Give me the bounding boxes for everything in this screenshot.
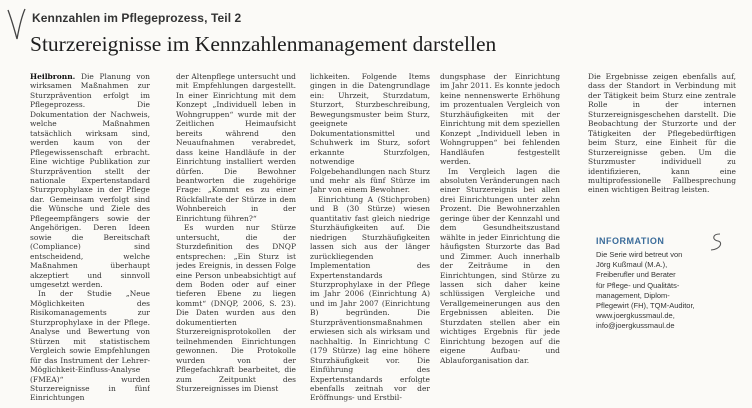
paragraph: Die Ergebnisse zeigen ebenfalls auf, dass der Standort in Verbindung mit der Tätigkeit beim Sturz eine zentrale Rolle in der internen Sturzereignisgeschehen darstellt. Die Beobachtung der Sturzorte und der Tätigkeiten der Pflegebedürftigen beim Sturz, eine Einheit für die Sturzereignisse geben. Um die Sturzmuster individuell zu identifizieren, kann eine multiprofessionelle Fallbesprechung einen wichtigen Beitrag leisten. <box>588 72 736 195</box>
article-title: Sturzereignisse im Kennzahlenmanagement darstellen <box>30 32 497 56</box>
paragraph: Es wurden nur Stürze untersucht, die der Sturzdefinition des DNQP entsprechen: „Ein Sturz ist jedes Ereignis, in dessen Folge eine Person unbeabsichtigt auf dem Boden oder auf einer tieferen Ebene zu liegen kommt“ (DNQP, 2006, S. 23). Die Daten wurden aus den dokumentierten Sturzereignisprotokollen der teilnehmenden Einrichtungen gewonnen. Die Protokolle wurden von der Pflegefachkraft bearbeitet, die zum Zeitpunkt des Sturzereignisses im Dienst <box>176 223 296 393</box>
info-line: Jörg Kußmaul (M.A.), <box>596 260 668 270</box>
paragraph: Die Planung von wirksamen Maßnahmen zur Sturzprävention erfolgt im Pflegeprozess. Die Dokumentation der Nachweis, welche Maßnahmen tatsächlich wirksam sind, werden kaum von der Pflegewissenschaft erbracht. Eine wichtige Publikation zur Sturzprävention stellt der nationale Expertenstandard Sturzprophylaxe in der Pflege dar. Gemeinsam verfolgt sind die Wünsche und Ziele des Pflegeempfängers sowie der Angehörigen. Deren Ideen sowie die Bereitschaft (Compliance) sind entscheidend, welche Maßnahmen überhaupt akzeptiert und sinnvoll umgesetzt werden. <box>30 72 150 289</box>
article-column-5 <box>588 72 736 232</box>
paragraph: Einrichtung A (Stichproben) und B (30 Stürze) wiesen quantitativ fast gleich niedrige Sturzhäufigkeiten auf. Die niedrigen Sturzhäufigkeiten lassen sich aus der länger zurückliegenden Implementation des Expertenstandards Sturzprophylaxe in der Pflege im Jahr 2006 (Einrichtung A) und im Jahr 2007 (Einrichtung B) begründen. Die Sturzpräventionsmaßnahmen erwiesen sich als wirksam und nachhaltig. In Einrichtung C (179 Stürze) lag eine höhere Sturzhäufigkeit vor. Die Einführung des Expertenstandards erfolgte ebenfalls zeitnah vor der Eröffnungs- und Erstbil- <box>310 194 430 403</box>
info-title: INFORMATION <box>596 236 665 246</box>
info-line: info@joergkussmaul.de <box>596 321 675 331</box>
info-line: Die Serie wird betreut von <box>596 250 683 259</box>
squiggle-arrow-icon <box>706 232 724 252</box>
info-line: management, Diplom- <box>596 290 670 300</box>
info-line: www.joergkussmaul.de, <box>596 311 675 321</box>
info-line: Pflegewirt (FH), TQM-Auditor, <box>596 301 695 311</box>
paragraph: Im Vergleich lagen die absoluten Veränderungen nach einer Sturzereignis bei allen drei Einrichtungen unter zehn Prozent. Die Bewohnerzahlen geringe über der Kennzahl und dem Gesundheitszustand wählte in jeder Einrichtung die häufigsten Sturzorte das Bad und Zimmer. Auch innerhalb der Zeiträume in den Einrichtungen, sind Stürze zu lassen sich daher keine schlüssigen Vergleiche und Verallgemeinerungen aus den Ergebnissen ableiten. Die Sturzdaten stellen aber ein wichtiges Ergebnis für jede Einrichtung bezogen auf die eigene Aufbau- und Ablauforganisation dar. <box>440 166 560 365</box>
info-box <box>596 236 736 332</box>
series-kicker: Kennzahlen im Pflegeprozess, Teil 2 <box>32 11 242 25</box>
article-column-3 <box>310 72 430 404</box>
paragraph: lichkeiten. Folgende Items gingen in die Datengrundlage ein: Uhrzeit, Sturzdatum, Sturzort, Sturzbeschreibung, Bewegungsmuster beim Sturz, geeignete Dokumentationsmittel und Schuhwerk im Sturz, sofort erkannte Sturzfolgen, notwendige Folgebehandlungen nach Sturz und mehr als fünf Stürze im Jahr von einem Bewohner. <box>310 72 430 195</box>
paragraph: dungsphase der Einrichtung im Jahr 2011. Es konnte jedoch keine nennenswerte Erhöhung im prozentualen Vergleich von Sturzhäufigkeiten mit der Einrichtung mit dem speziellen Konzept „Individuell leben in Wohngruppen“ bei fehlenden Handläufen festgestellt werden. <box>440 72 560 167</box>
info-line: für Pflege- und Qualitäts- <box>596 280 680 290</box>
paragraph: der Altenpflege untersucht und mit Empfehlungen dargestellt. In einer Einrichtung mit dem Konzept „Individuell leben in Wohngruppen“ wurde mit der Zeitlichen Heimaufsicht bereits während den Neuaufnahmen verabredet, dass keine Handläufe in der Einrichtung installiert werden dürfen. Die Bewohner beantworten die zugehörige Frage: „Kommt es zu einer Rückfallrate der Stürze in dem Wohnbereich in der Einrichtung führen?“ <box>176 72 296 223</box>
hand-drawn-check-icon <box>6 8 26 42</box>
article-column-1 <box>30 72 150 404</box>
paragraph: In der Studie „Neue Möglichkeiten des Risikomanagements zur Sturzprophylaxe in der Pflege. Analyse und Bewertung von Stürzen mit statistischem Vergleich sowie Empfehlungen für das Instrument der Lehrer-Möglichkeit-Einfluss-Analyse (FMEA)“ wurden Sturzereignisse in fünf Einrichtungen <box>30 289 150 403</box>
dateline: Heilbronn. <box>30 72 76 81</box>
info-body <box>596 250 736 332</box>
article-column-4 <box>440 72 560 404</box>
article-column-2 <box>176 72 296 404</box>
info-line: Freiberufler und Berater <box>596 270 676 280</box>
